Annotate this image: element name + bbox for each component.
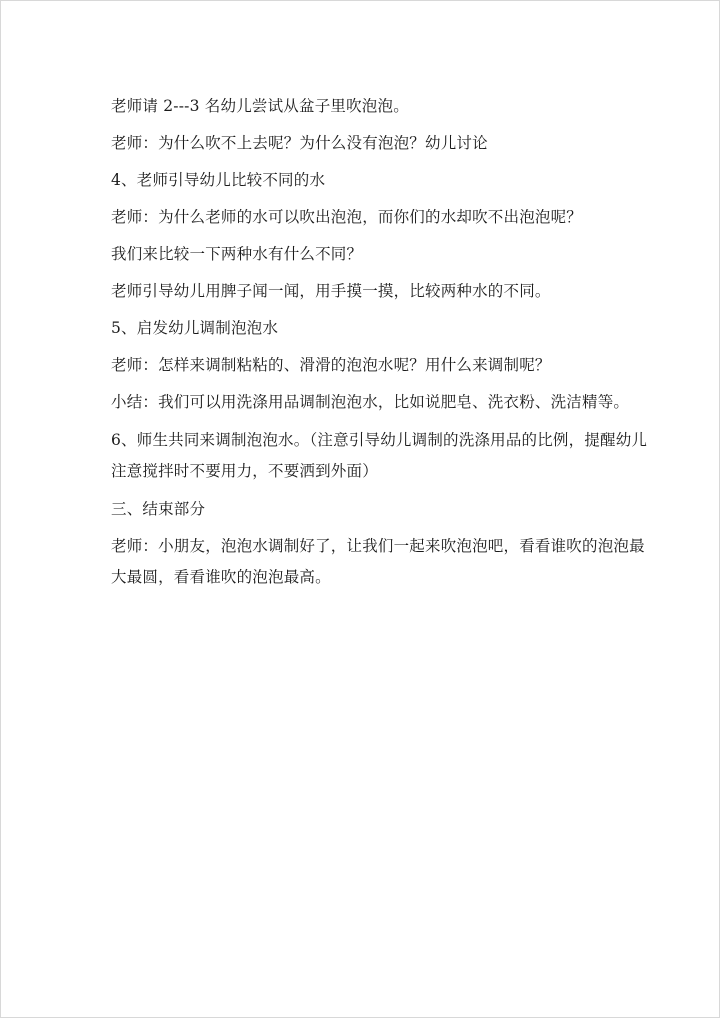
section-heading-6: 6、师生共同来调制泡泡水。（注意引导幼儿调制的洗涤用品的比例，提醒幼儿注意搅拌时不要用力，不要洒到外面） — [111, 431, 648, 480]
section-heading-3: 三、结束部分 — [111, 500, 206, 518]
paragraph-3: 老师：为什么老师的水可以吹出泡泡，而你们的水却吹不出泡泡呢？ — [111, 208, 583, 226]
section-heading-5: 5、启发幼儿调制泡泡水 — [111, 319, 279, 337]
paragraph-5: 老师引导幼儿用脾子闻一闻，用手摸一摸，比较两种水的不同。 — [111, 282, 551, 300]
section-heading-4: 4、老师引导幼儿比较不同的水 — [111, 171, 326, 189]
document-body — [111, 91, 651, 600]
paragraph-2: 老师：为什么吹不上去呢？为什么没有泡泡？幼儿讨论 — [111, 134, 488, 152]
paragraph-1: 老师请 2---3 名幼儿尝试从盆子里吹泡泡。 — [111, 97, 409, 115]
summary-paragraph: 小结：我们可以用洗涤用品调制泡泡水，比如说肥皂、洗衣粉、洗洁精等。 — [111, 393, 630, 411]
closing-paragraph: 老师：小朋友，泡泡水调制好了，让我们一起来吹泡泡吧，看看谁吹的泡泡最大最圆，看看谁吹的泡泡最高。 — [111, 537, 645, 586]
paragraph-6: 老师：怎样来调制粘粘的、滑滑的泡泡水呢？用什么来调制呢？ — [111, 356, 551, 374]
paragraph-4: 我们来比较一下两种水有什么不同？ — [111, 245, 363, 263]
